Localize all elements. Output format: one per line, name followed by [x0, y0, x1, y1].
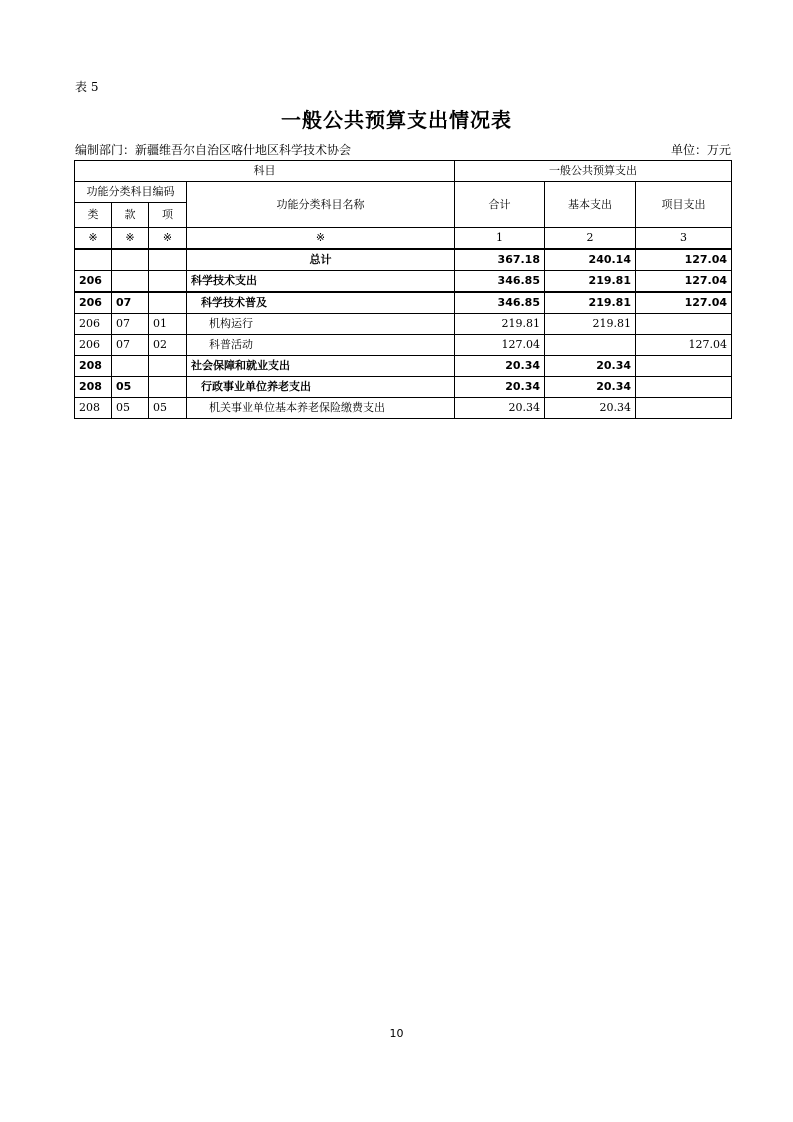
- cell-total: 20.34: [455, 356, 545, 377]
- header-xiang: 项: [149, 203, 187, 228]
- cell-total: 367.18: [455, 249, 545, 271]
- cell-project: 127.04: [636, 271, 732, 293]
- table-row: [75, 292, 732, 314]
- page-title: 一般公共预算支出情况表: [281, 108, 512, 132]
- cell-kuan: [112, 356, 149, 377]
- header-budget: 一般公共预算支出: [455, 161, 732, 182]
- table-row: [75, 398, 732, 419]
- cell-kuan: 07: [112, 314, 149, 335]
- cell-basic: 240.14: [545, 249, 636, 271]
- table-row: [75, 271, 732, 293]
- cell-name: 社会保障和就业支出: [187, 356, 455, 377]
- cell-project: 127.04: [636, 249, 732, 271]
- table-row: [75, 335, 732, 356]
- cell-name: 科学技术普及: [187, 292, 455, 314]
- cell-lei: 208: [75, 398, 112, 419]
- cell-kuan: [112, 271, 149, 293]
- cell-total: 346.85: [455, 292, 545, 314]
- cell-lei: 208: [75, 377, 112, 398]
- cell-kuan: [112, 249, 149, 271]
- col-number-2: 2: [545, 228, 636, 250]
- header-row-4: [75, 228, 732, 250]
- cell-project: [636, 377, 732, 398]
- cell-basic: 20.34: [545, 398, 636, 419]
- cell-kuan: 05: [112, 398, 149, 419]
- cell-total: 20.34: [455, 398, 545, 419]
- mark-kuan: ※: [112, 228, 149, 250]
- department-label: 编制部门：新疆维吾尔自治区喀什地区科学技术协会: [75, 143, 352, 157]
- cell-lei: 206: [75, 292, 112, 314]
- cell-name: 机构运行: [187, 314, 455, 335]
- table-row-total: [75, 249, 732, 271]
- cell-xiang: 02: [149, 335, 187, 356]
- cell-xiang: [149, 249, 187, 271]
- cell-project: 127.04: [636, 335, 732, 356]
- col-number-1: 1: [455, 228, 545, 250]
- mark-name: ※: [187, 228, 455, 250]
- cell-total: 20.34: [455, 377, 545, 398]
- cell-xiang: 05: [149, 398, 187, 419]
- header-row-1: [75, 161, 732, 182]
- cell-basic: 219.81: [545, 292, 636, 314]
- header-kuan: 款: [112, 203, 149, 228]
- cell-basic: 20.34: [545, 377, 636, 398]
- cell-lei: 206: [75, 335, 112, 356]
- cell-name: 科学技术支出: [187, 271, 455, 293]
- cell-kuan: 07: [112, 292, 149, 314]
- cell-project: [636, 314, 732, 335]
- meta-row: [75, 141, 731, 158]
- header-code-group: 功能分类科目编码: [75, 182, 187, 203]
- cell-total: 219.81: [455, 314, 545, 335]
- cell-xiang: [149, 292, 187, 314]
- header-name: 功能分类科目名称: [187, 182, 455, 228]
- cell-basic: [545, 335, 636, 356]
- cell-lei: [75, 249, 112, 271]
- page-number: 10: [389, 1027, 404, 1040]
- cell-project: 127.04: [636, 292, 732, 314]
- cell-name: 总计: [187, 249, 455, 271]
- cell-project: [636, 356, 732, 377]
- header-project: 项目支出: [636, 182, 732, 228]
- cell-xiang: [149, 271, 187, 293]
- cell-lei: 206: [75, 271, 112, 293]
- cell-kuan: 05: [112, 377, 149, 398]
- cell-lei: 206: [75, 314, 112, 335]
- cell-kuan: 07: [112, 335, 149, 356]
- header-total: 合计: [455, 182, 545, 228]
- cell-project: [636, 398, 732, 419]
- header-subject: 科目: [75, 161, 455, 182]
- cell-basic: 219.81: [545, 314, 636, 335]
- cell-total: 127.04: [455, 335, 545, 356]
- cell-name: 行政事业单位养老支出: [187, 377, 455, 398]
- unit-label: 单位：万元: [670, 143, 731, 157]
- header-lei: 类: [75, 203, 112, 228]
- table-number-label: 表 5: [75, 80, 99, 94]
- cell-name: 科普活动: [187, 335, 455, 356]
- header-basic: 基本支出: [545, 182, 636, 228]
- budget-table: [74, 160, 732, 419]
- table-row: [75, 377, 732, 398]
- cell-xiang: [149, 356, 187, 377]
- mark-lei: ※: [75, 228, 112, 250]
- cell-total: 346.85: [455, 271, 545, 293]
- header-row-2: [75, 182, 732, 203]
- col-number-3: 3: [636, 228, 732, 250]
- cell-basic: 219.81: [545, 271, 636, 293]
- cell-basic: 20.34: [545, 356, 636, 377]
- mark-xiang: ※: [149, 228, 187, 250]
- cell-lei: 208: [75, 356, 112, 377]
- cell-name: 机关事业单位基本养老保险缴费支出: [187, 398, 455, 419]
- table-row: [75, 356, 732, 377]
- table-row: [75, 314, 732, 335]
- cell-xiang: [149, 377, 187, 398]
- cell-xiang: 01: [149, 314, 187, 335]
